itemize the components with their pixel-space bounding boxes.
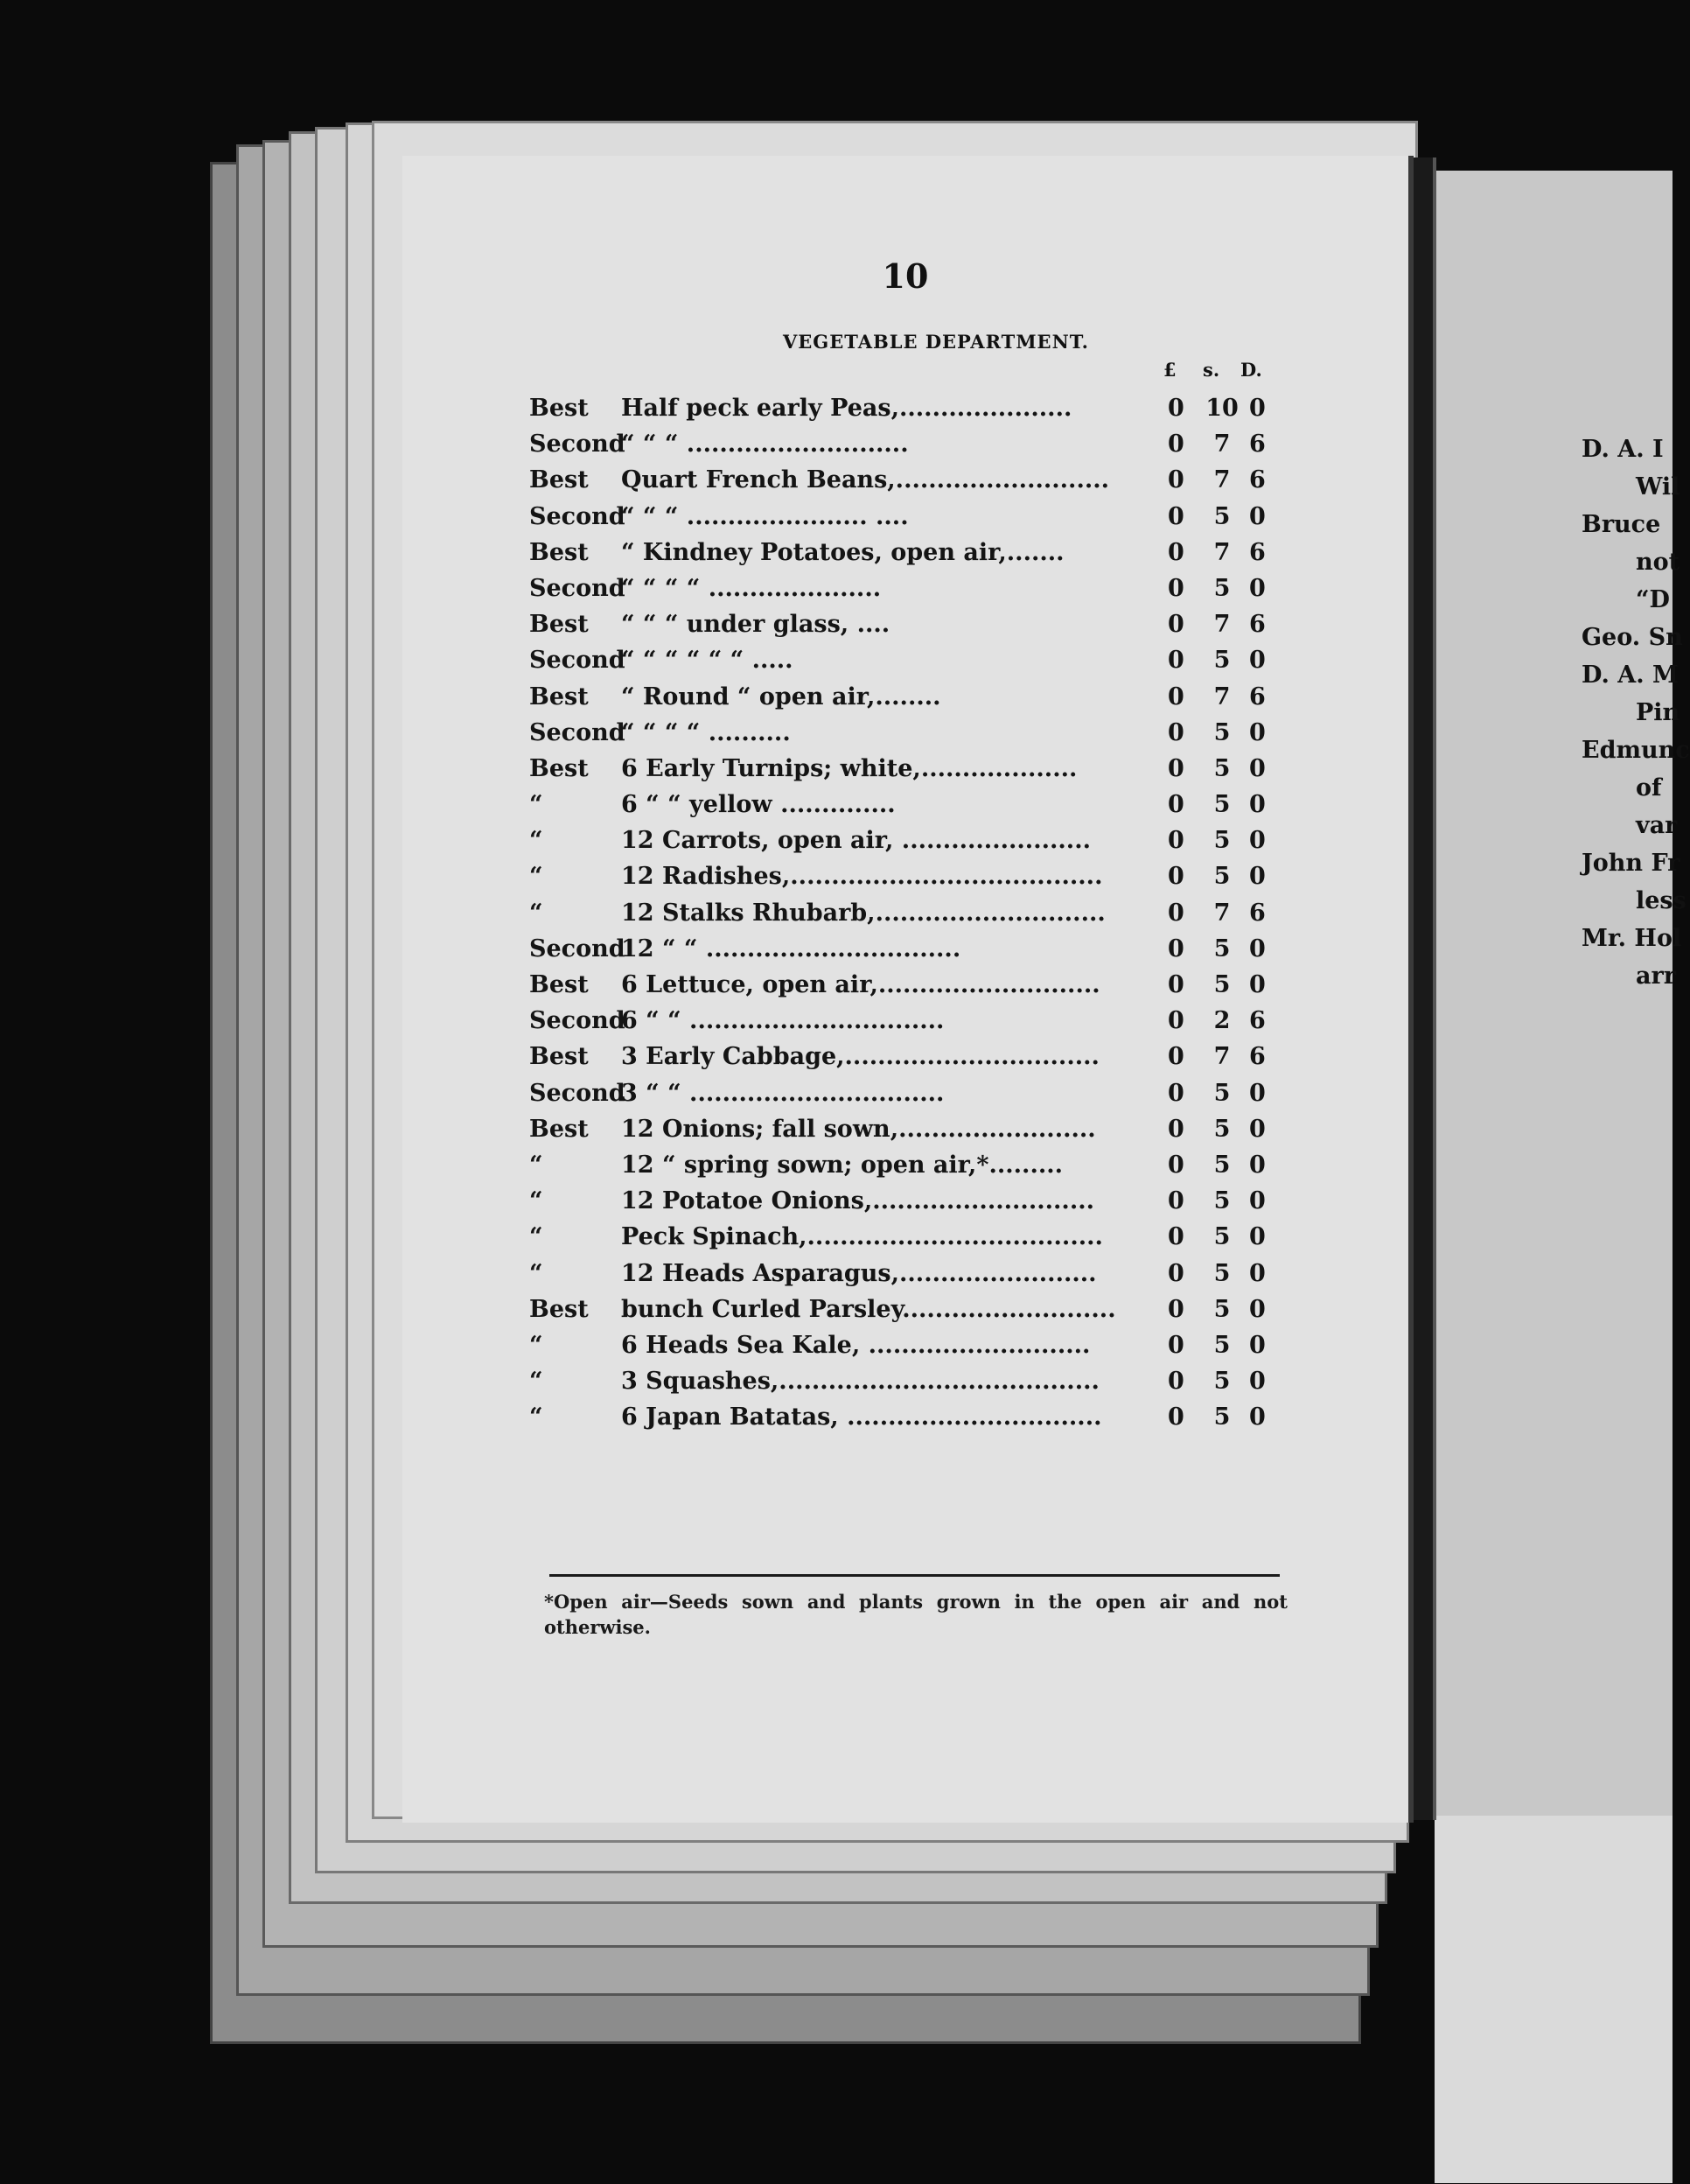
amount-pence: 0	[1249, 971, 1266, 998]
item-description: “ “ “ “ “ “ .....	[621, 647, 793, 675]
amount-shillings: 5	[1213, 718, 1231, 746]
item-description: bunch Curled Parsley..........................	[621, 1295, 1116, 1323]
amount-pounds: 0	[1168, 754, 1184, 782]
amount-pounds: 0	[1168, 1187, 1184, 1215]
amount-pounds: 0	[1168, 538, 1184, 566]
amount-shillings: 5	[1213, 754, 1231, 782]
facing-page-lower	[1435, 1816, 1673, 2183]
prize-class: “	[529, 863, 543, 891]
amount-shillings: 5	[1213, 863, 1231, 891]
amount-pounds: 0	[1168, 971, 1184, 998]
amount-pence: 0	[1249, 1368, 1266, 1396]
item-description: 6 Japan Batatas, ...............................	[621, 1404, 1102, 1432]
prize-class: “	[529, 899, 543, 927]
amount-pence: 0	[1249, 791, 1266, 819]
facing-page-line: Wil	[1636, 473, 1680, 500]
item-description: Half peck early Peas,.....................	[621, 395, 1072, 422]
amount-pence: 0	[1249, 395, 1266, 422]
table-row	[402, 1007, 1408, 1043]
amount-pence: 0	[1249, 863, 1266, 891]
item-description: Peck Spinach,....................................	[621, 1223, 1103, 1251]
facing-page-line: arr	[1636, 962, 1676, 990]
footnote-rule	[549, 1574, 1280, 1577]
table-row	[402, 935, 1408, 971]
amount-shillings: 7	[1213, 430, 1231, 458]
item-description: “ “ “ “ .....................	[621, 574, 882, 602]
amount-pounds: 0	[1168, 1295, 1184, 1323]
amount-pounds: 0	[1168, 611, 1184, 639]
amount-shillings: 5	[1213, 647, 1231, 675]
amount-pence: 6	[1249, 466, 1266, 494]
prize-class: Second	[529, 430, 625, 458]
prize-class: Second	[529, 502, 625, 530]
prize-class: Best	[529, 682, 589, 710]
prize-class: Best	[529, 971, 589, 998]
amount-pounds: 0	[1168, 934, 1184, 962]
item-description: 12 Onions; fall sown,........................	[621, 1115, 1096, 1143]
amount-shillings: 10	[1205, 395, 1239, 422]
amount-pounds: 0	[1168, 718, 1184, 746]
amount-pence: 0	[1249, 934, 1266, 962]
amount-pence: 0	[1249, 1404, 1266, 1432]
item-description: “ Kindney Potatoes, open air,.......	[621, 538, 1065, 566]
amount-shillings: 5	[1213, 1187, 1231, 1215]
prize-class: “	[529, 827, 543, 855]
amount-pounds: 0	[1168, 1259, 1184, 1287]
table-row	[402, 430, 1408, 466]
prize-class: Second	[529, 934, 625, 962]
amount-pounds: 0	[1168, 1007, 1184, 1035]
amount-shillings: 5	[1213, 1331, 1231, 1359]
amount-pence: 0	[1249, 1187, 1266, 1215]
prize-class: “	[529, 1223, 543, 1251]
prize-class: Best	[529, 1295, 589, 1323]
amount-pounds: 0	[1168, 791, 1184, 819]
item-description: “ Round “ open air,........	[621, 682, 941, 710]
facing-page-line: var	[1636, 812, 1678, 839]
amount-shillings: 2	[1213, 1007, 1231, 1035]
amount-shillings: 5	[1213, 934, 1231, 962]
amount-pence: 6	[1249, 682, 1266, 710]
column-header-pence: D.	[1240, 359, 1262, 381]
amount-pence: 6	[1249, 899, 1266, 927]
table-row	[402, 466, 1408, 502]
amount-shillings: 5	[1213, 502, 1231, 530]
facing-page-line: less	[1636, 887, 1687, 914]
section-title: VEGETABLE DEPARTMENT.	[782, 331, 1089, 353]
table-row	[402, 1260, 1408, 1296]
item-description: “ “ “ under glass, ....	[621, 611, 890, 639]
amount-pounds: 0	[1168, 574, 1184, 602]
prize-class: Second	[529, 718, 625, 746]
table-row	[402, 791, 1408, 827]
table-row	[402, 863, 1408, 899]
table-row	[402, 395, 1408, 430]
amount-pounds: 0	[1168, 899, 1184, 927]
amount-pounds: 0	[1168, 1115, 1184, 1143]
table-row	[402, 719, 1408, 755]
table-row	[402, 1368, 1408, 1404]
prize-class: “	[529, 1404, 543, 1432]
item-description: 12 Stalks Rhubarb,............................	[621, 899, 1106, 927]
item-description: 12 Potatoe Onions,...........................	[621, 1187, 1095, 1215]
amount-shillings: 7	[1213, 1043, 1231, 1071]
prize-class: Best	[529, 395, 589, 422]
prize-class: Best	[529, 538, 589, 566]
facing-page-line: Pin	[1636, 699, 1680, 726]
prize-class: “	[529, 1331, 543, 1359]
amount-pence: 6	[1249, 1007, 1266, 1035]
amount-pounds: 0	[1168, 1043, 1184, 1071]
table-row	[402, 1116, 1408, 1152]
table-row	[402, 900, 1408, 935]
amount-pence: 6	[1249, 1043, 1266, 1071]
facing-page-line: “D	[1636, 586, 1670, 613]
amount-shillings: 7	[1213, 466, 1231, 494]
amount-pounds: 0	[1168, 1151, 1184, 1179]
amount-pence: 0	[1249, 1223, 1266, 1251]
amount-pence: 0	[1249, 1295, 1266, 1323]
table-row	[402, 1332, 1408, 1368]
prize-class: “	[529, 791, 543, 819]
amount-pence: 0	[1249, 827, 1266, 855]
amount-pounds: 0	[1168, 1331, 1184, 1359]
item-description: 12 Radishes,......................................	[621, 863, 1103, 891]
table-row	[402, 827, 1408, 863]
amount-shillings: 5	[1213, 1115, 1231, 1143]
amount-pence: 6	[1249, 430, 1266, 458]
facing-page-line: not	[1636, 549, 1680, 576]
table-row	[402, 1043, 1408, 1079]
amount-pounds: 0	[1168, 502, 1184, 530]
prize-class: Best	[529, 1043, 589, 1071]
amount-pounds: 0	[1168, 863, 1184, 891]
facing-page-line: D. A. I	[1582, 436, 1664, 463]
amount-pounds: 0	[1168, 682, 1184, 710]
amount-shillings: 5	[1213, 971, 1231, 998]
amount-pounds: 0	[1168, 430, 1184, 458]
item-description: 12 Heads Asparagus,........................	[621, 1259, 1097, 1287]
table-row	[402, 575, 1408, 611]
table-row	[402, 1404, 1408, 1439]
item-description: “ “ “ ...................... ....	[621, 502, 909, 530]
facing-page-line: Edmunc	[1582, 737, 1690, 764]
table-row	[402, 1296, 1408, 1332]
prize-class: “	[529, 1187, 543, 1215]
table-row	[402, 755, 1408, 791]
table-row	[402, 683, 1408, 719]
amount-pounds: 0	[1168, 1404, 1184, 1432]
amount-shillings: 7	[1213, 538, 1231, 566]
amount-shillings: 7	[1213, 899, 1231, 927]
facing-page-line: D. A. M	[1582, 662, 1679, 689]
table-row	[402, 647, 1408, 682]
item-description: Quart French Beans,..........................	[621, 466, 1110, 494]
facing-page	[1435, 171, 1673, 2183]
amount-pence: 0	[1249, 1079, 1266, 1107]
table-row	[402, 503, 1408, 539]
amount-pence: 0	[1249, 647, 1266, 675]
amount-shillings: 5	[1213, 1223, 1231, 1251]
table-row	[402, 1152, 1408, 1187]
amount-pence: 0	[1249, 1259, 1266, 1287]
item-description: “ “ “ “ ..........	[621, 718, 791, 746]
amount-shillings: 5	[1213, 1295, 1231, 1323]
amount-pounds: 0	[1168, 395, 1184, 422]
amount-shillings: 5	[1213, 1079, 1231, 1107]
item-description: 3 Squashes,.......................................	[621, 1368, 1100, 1396]
amount-pence: 0	[1249, 718, 1266, 746]
item-description: 3 Early Cabbage,...............................	[621, 1043, 1100, 1071]
amount-pounds: 0	[1168, 1223, 1184, 1251]
amount-pence: 6	[1249, 538, 1266, 566]
amount-shillings: 5	[1213, 827, 1231, 855]
amount-shillings: 5	[1213, 1151, 1231, 1179]
table-row	[402, 971, 1408, 1007]
facing-page-line: John Fr	[1582, 850, 1680, 877]
item-description: 12 Carrots, open air, .......................	[621, 827, 1091, 855]
amount-pence: 6	[1249, 611, 1266, 639]
amount-pounds: 0	[1168, 1368, 1184, 1396]
amount-pounds: 0	[1168, 1079, 1184, 1107]
amount-pence: 0	[1249, 754, 1266, 782]
amount-pence: 0	[1249, 502, 1266, 530]
amount-pence: 0	[1249, 1115, 1266, 1143]
amount-pence: 0	[1249, 574, 1266, 602]
prize-class: Second	[529, 1007, 625, 1035]
amount-shillings: 7	[1213, 611, 1231, 639]
document-page	[402, 156, 1414, 1823]
item-description: 6 Heads Sea Kale, ...........................	[621, 1331, 1091, 1359]
footnote: *Open air—Seeds sown and plants grown in the open air and not otherwise.	[544, 1591, 1288, 1638]
table-row	[402, 1080, 1408, 1116]
prize-class: “	[529, 1368, 543, 1396]
facing-page-line: Geo. Sn	[1582, 624, 1683, 651]
amount-shillings: 7	[1213, 682, 1231, 710]
amount-shillings: 5	[1213, 574, 1231, 602]
table-row	[402, 1223, 1408, 1259]
table-row	[402, 539, 1408, 575]
item-description: 3 “ “ ...............................	[621, 1079, 945, 1107]
prize-class: Best	[529, 466, 589, 494]
prize-class: Best	[529, 611, 589, 639]
facing-page-line: Mr. Hol	[1582, 925, 1682, 952]
amount-pounds: 0	[1168, 647, 1184, 675]
item-description: 6 Lettuce, open air,...........................	[621, 971, 1100, 998]
prize-list	[402, 395, 1408, 1439]
prize-class: Second	[529, 647, 625, 675]
prize-class: Best	[529, 1115, 589, 1143]
prize-class: “	[529, 1151, 543, 1179]
prize-class: Best	[529, 754, 589, 782]
amount-shillings: 5	[1213, 1368, 1231, 1396]
item-description: “ “ “ ...........................	[621, 430, 909, 458]
amount-shillings: 5	[1213, 1404, 1231, 1432]
facing-page-line: Bruce	[1582, 511, 1661, 538]
amount-pounds: 0	[1168, 827, 1184, 855]
column-header-shillings: s.	[1203, 359, 1220, 381]
item-description: 6 Early Turnips; white,...................	[621, 754, 1078, 782]
prize-class: Second	[529, 1079, 625, 1107]
item-description: 12 “ spring sown; open air,*.........	[621, 1151, 1064, 1179]
table-row	[402, 1187, 1408, 1223]
item-description: 12 “ “ ...............................	[621, 934, 961, 962]
table-row	[402, 611, 1408, 647]
amount-pence: 0	[1249, 1151, 1266, 1179]
item-description: 6 “ “ ...............................	[621, 1007, 945, 1035]
item-description: 6 “ “ yellow ..............	[621, 791, 896, 819]
facing-page-line: of	[1636, 774, 1662, 802]
column-header-pounds: £	[1163, 359, 1177, 381]
amount-pence: 0	[1249, 1331, 1266, 1359]
page-number: 10	[882, 256, 929, 296]
prize-class: “	[529, 1259, 543, 1287]
amount-shillings: 5	[1213, 1259, 1231, 1287]
amount-pounds: 0	[1168, 466, 1184, 494]
prize-class: Second	[529, 574, 625, 602]
amount-shillings: 5	[1213, 791, 1231, 819]
